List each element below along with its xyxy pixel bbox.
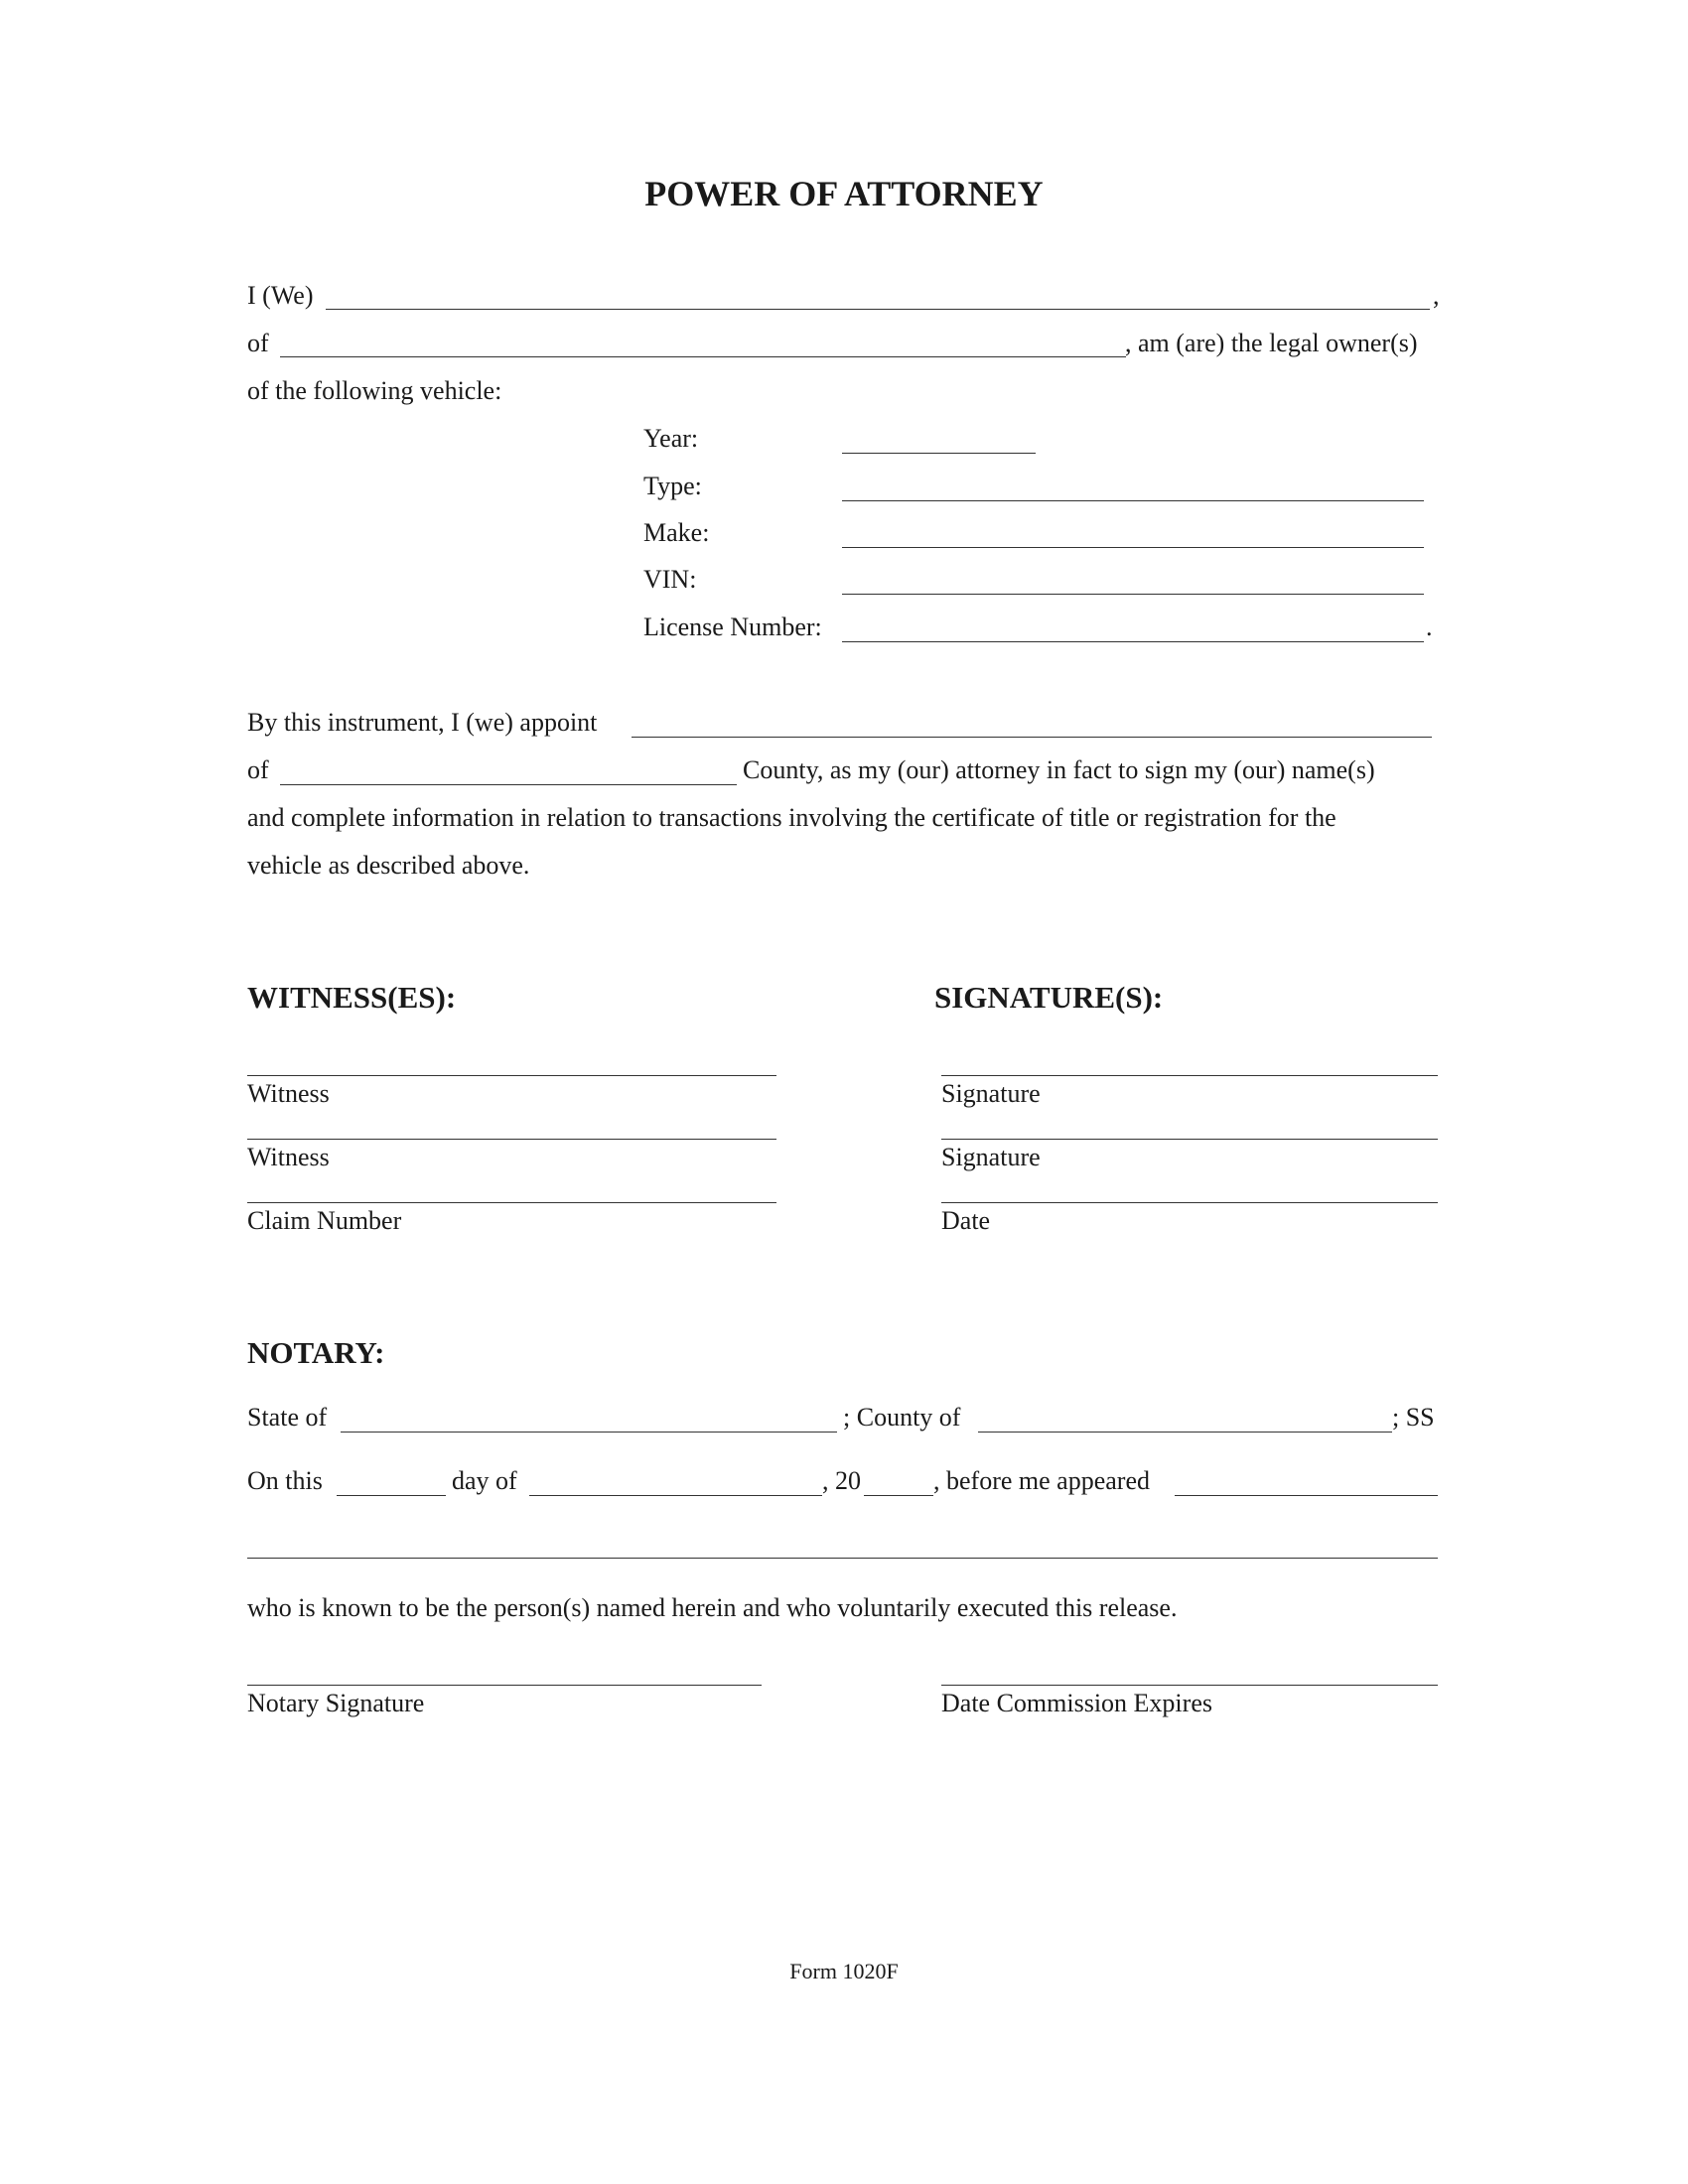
county-of-label: ; County of (843, 1403, 961, 1432)
year-label: Year: (643, 424, 699, 453)
owner-name-comma: , (1433, 281, 1440, 310)
make-label: Make: (643, 518, 710, 547)
following-vehicle-text: of the following vehicle: (247, 376, 502, 405)
notary-year-field[interactable] (864, 1495, 933, 1496)
date-label: Date (941, 1206, 991, 1235)
state-field[interactable] (341, 1432, 837, 1433)
appoint-text-line2: and complete information in relation to transactions involving the certificate of title or registration for the (247, 803, 1336, 832)
year-field[interactable] (842, 453, 1036, 454)
date-line[interactable] (941, 1202, 1438, 1203)
ss-label: ; SS (1392, 1403, 1435, 1432)
signatures-heading: SIGNATURE(S): (934, 980, 1164, 1015)
notary-county-field[interactable] (978, 1432, 1392, 1433)
appoint-text-line3: vehicle as described above. (247, 851, 530, 880)
license-number-label: License Number: (643, 613, 822, 641)
commission-expires-line[interactable] (941, 1685, 1438, 1686)
notary-heading: NOTARY: (247, 1335, 385, 1370)
before-me-label: , before me appeared (933, 1466, 1150, 1495)
day-field[interactable] (337, 1495, 446, 1496)
witness-2-label: Witness (247, 1143, 330, 1171)
signature-2-line[interactable] (941, 1139, 1438, 1140)
vin-field[interactable] (842, 594, 1424, 595)
form-number: Form 1020F (789, 1959, 899, 1983)
license-number-field[interactable] (842, 641, 1424, 642)
witnesses-heading: WITNESS(ES): (247, 980, 457, 1015)
owner-address-field[interactable] (280, 356, 1126, 357)
year-prefix-label: , 20 (822, 1466, 861, 1495)
vin-label: VIN: (643, 565, 697, 594)
witness-2-line[interactable] (247, 1139, 776, 1140)
county-field[interactable] (280, 784, 737, 785)
known-person-text: who is known to be the person(s) named herein and who voluntarily executed this release. (247, 1593, 1178, 1622)
make-field[interactable] (842, 547, 1424, 548)
appeared-name-continued-field[interactable] (247, 1558, 1438, 1559)
day-of-label: day of (452, 1466, 517, 1495)
witness-1-label: Witness (247, 1079, 330, 1108)
notary-signature-line[interactable] (247, 1685, 762, 1686)
appoint-of-label: of (247, 755, 269, 784)
month-field[interactable] (529, 1495, 822, 1496)
notary-signature-label: Notary Signature (247, 1689, 425, 1717)
appeared-name-field[interactable] (1175, 1495, 1438, 1496)
attorney-name-field[interactable] (632, 737, 1432, 738)
page-title: POWER OF ATTORNEY (644, 174, 1044, 213)
state-of-label: State of (247, 1403, 328, 1432)
claim-number-label: Claim Number (247, 1206, 402, 1235)
appoint-text: By this instrument, I (we) appoint (247, 708, 598, 737)
license-period: . (1426, 613, 1433, 641)
witness-1-line[interactable] (247, 1075, 776, 1076)
signature-2-label: Signature (941, 1143, 1041, 1171)
signature-1-label: Signature (941, 1079, 1041, 1108)
type-label: Type: (643, 472, 702, 500)
claim-number-line[interactable] (247, 1202, 776, 1203)
owner-of-label: of (247, 329, 269, 357)
legal-owner-text: , am (are) the legal owner(s) (1125, 329, 1418, 357)
on-this-label: On this (247, 1466, 323, 1495)
commission-expires-label: Date Commission Expires (941, 1689, 1212, 1717)
county-text: County, as my (our) attorney in fact to sign my (our) name(s) (743, 755, 1375, 784)
signature-1-line[interactable] (941, 1075, 1438, 1076)
i-we-label: I (We) (247, 281, 314, 310)
owner-name-field[interactable] (326, 309, 1430, 310)
type-field[interactable] (842, 500, 1424, 501)
